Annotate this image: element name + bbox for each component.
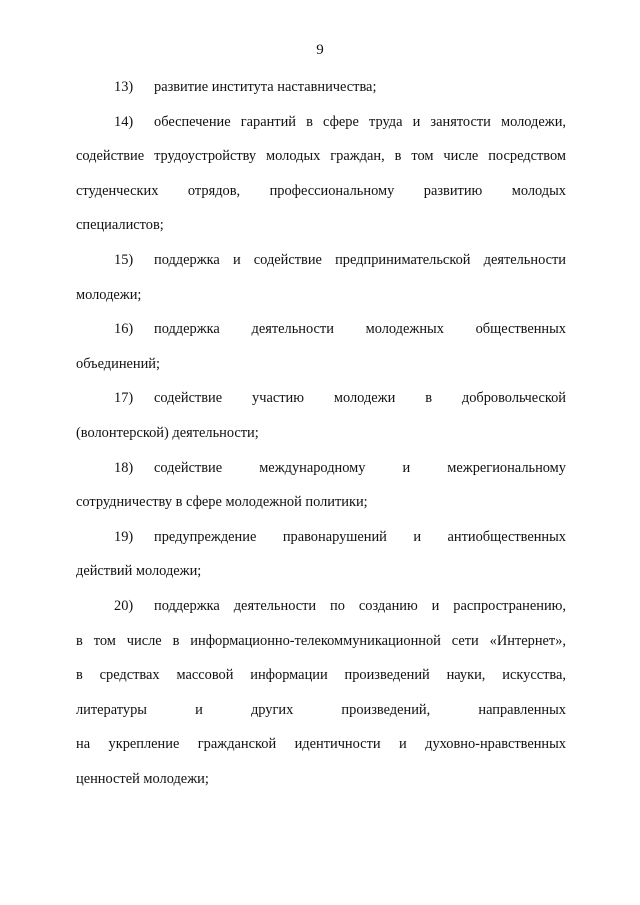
list-item-line <box>76 174 566 209</box>
list-item-text: объединений; <box>76 355 161 372</box>
list-item-line <box>76 762 566 797</box>
list-item-line <box>76 485 566 520</box>
list-item-first-line <box>76 105 566 140</box>
list-item-number: 16) <box>114 321 134 338</box>
list-item <box>76 381 566 450</box>
list-item-line <box>76 554 566 589</box>
list-item-line <box>76 208 566 243</box>
list-item-text: поддержка деятельности молодежных общественных <box>154 321 566 338</box>
list-item <box>76 243 566 312</box>
list-item-line <box>76 658 566 693</box>
list-item-text: действий молодежи; <box>76 563 202 580</box>
list-item-line <box>76 727 566 762</box>
list-item-text: специалистов; <box>76 217 164 234</box>
list-item-text: содействие международному и межрегиональному <box>154 459 566 476</box>
list-item-first-line <box>76 451 566 486</box>
list-item-text: поддержка и содействие предпринимательской деятельности <box>154 251 566 268</box>
list-item-text: ценностей молодежи; <box>76 770 209 787</box>
list-item-text: (волонтерской) деятельности; <box>76 424 259 441</box>
list-item-text: обеспечение гарантий в сфере труда и занятости молодежи, <box>154 113 566 130</box>
page-number: 9 <box>316 42 324 58</box>
list-item-number: 15) <box>114 251 134 268</box>
list-item-text: в том числе в информационно-телекоммуникационной сети «Интернет», <box>76 632 566 649</box>
list-item-number: 14) <box>114 113 134 130</box>
list-item <box>76 70 566 105</box>
list-item-line <box>76 347 566 382</box>
list-item-first-line <box>76 589 566 624</box>
list-item-number: 19) <box>114 528 134 545</box>
list-item <box>76 105 566 243</box>
list-item-text: сотрудничеству в сфере молодежной политики; <box>76 494 368 511</box>
list-item <box>76 589 566 797</box>
list-item-text: предупреждение правонарушений и антиобщественных <box>154 528 566 545</box>
list-item-text: молодежи; <box>76 286 142 303</box>
list-item-line <box>76 693 566 728</box>
list-item <box>76 520 566 589</box>
document-body <box>76 70 566 796</box>
list-item-number: 20) <box>114 597 134 614</box>
list-item-first-line <box>76 520 566 555</box>
list-item-text: поддержка деятельности по созданию и распространению, <box>154 597 566 614</box>
list-item-text: развитие института наставничества; <box>154 79 377 95</box>
list-item <box>76 451 566 520</box>
list-item-text: студенческих отрядов, профессиональному развитию молодых <box>76 182 566 199</box>
list-item-line <box>76 139 566 174</box>
list-item-text: содействие участию молодежи в добровольческой <box>154 390 566 407</box>
list-item-line <box>76 278 566 313</box>
list-item-first-line <box>76 243 566 278</box>
list-item-text: на укрепление гражданской идентичности и духовно-нравственных <box>76 736 566 753</box>
list-item-first-line <box>76 312 566 347</box>
list-item-first-line <box>76 70 566 105</box>
list-item-number: 18) <box>114 459 134 476</box>
list-item-text: содействие трудоустройству молодых граждан, в том числе посредством <box>76 148 566 165</box>
list-item-first-line <box>76 381 566 416</box>
list-item-text: в средствах массовой информации произведений науки, искусства, <box>76 667 566 684</box>
list-item <box>76 312 566 381</box>
list-item-line <box>76 624 566 659</box>
list-item-line <box>76 416 566 451</box>
list-item-text: литературы и других произведений, направленных <box>76 701 566 718</box>
list-item-number: 13) <box>114 79 134 95</box>
list-item-number: 17) <box>114 390 134 407</box>
